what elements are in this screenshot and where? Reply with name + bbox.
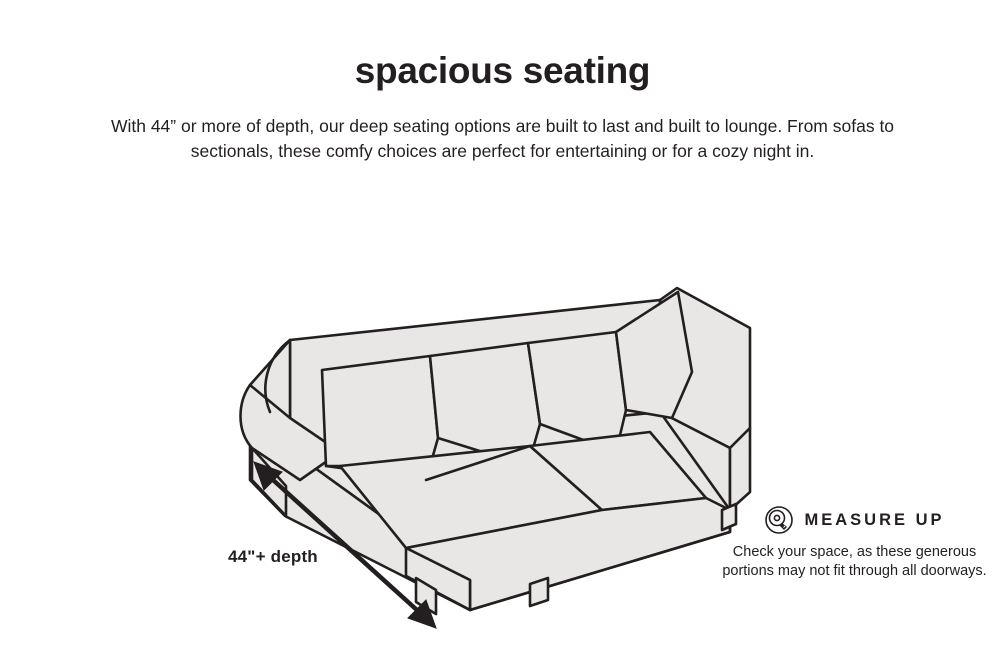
measure-up-heading xyxy=(722,505,987,535)
page-description: With 44” or more of depth, our deep seating options are built to last and built to lounge. From sofas to sectionals, these comfy choices are perfect for entertaining or for a cozy night in. xyxy=(110,116,895,161)
depth-dimension-label: 44"+ depth xyxy=(228,547,318,566)
measure-up-title: MEASURE UP xyxy=(804,510,945,529)
page-title: spacious seating xyxy=(354,50,651,91)
tape-measure-icon xyxy=(764,505,794,535)
measure-up-body: Check your space, as these generous portions may not fit through all doorways. xyxy=(722,544,987,580)
measure-up-note xyxy=(722,505,987,582)
